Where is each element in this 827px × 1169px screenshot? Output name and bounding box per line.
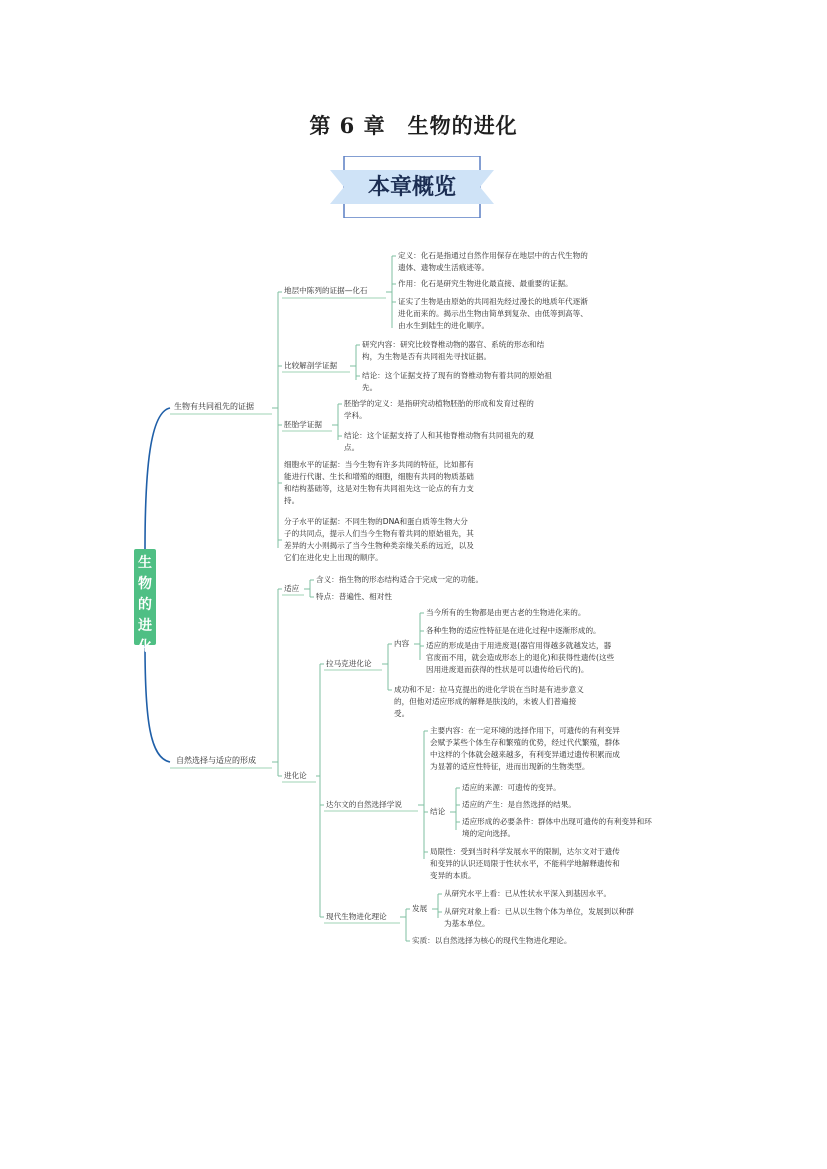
- darwin-condition: 适应形成的必要条件：群体中出现可遗传的有利变异和环 境的定向选择。: [462, 817, 652, 838]
- darwin-origin: 适应的产生：是自然选择的结果。: [462, 800, 576, 809]
- darwin-main: 主要内容：在一定环境的选择作用下，可遗传的有利变异 会赋予某些个体生存和繁殖的优势，经过代代繁殖，群体 中这样的个体就会越来越多，有利变异通过遗传积累而成 为显著的适应性特征，进而出现新的生物类型。: [430, 726, 620, 771]
- branch-natural-selection: 自然选择与适应的形成: [176, 756, 256, 765]
- node-adaptation: 适应: [284, 584, 300, 593]
- node-fossil: 地层中陈列的证据—化石: [284, 286, 368, 295]
- node-darwin: 达尔文的自然选择学说: [326, 800, 402, 809]
- darwin-limit: 局限性：受到当时科学发展水平的限制，达尔文对于遗传 和变异的认识还局限于性状水平，不能科学地解释遗传和 变异的本质。: [430, 847, 620, 880]
- cell-evidence: 细胞水平的证据：当今生物有许多共同的特征，比如都有 能进行代谢、生长和增殖的细胞，细胞有共同的物质基础 和结构基础等，这是对生物有共同祖先这一论点的有力支 持。: [284, 460, 474, 505]
- lamarck-content-label: 内容: [394, 639, 410, 648]
- adaptation-meaning: 含义：指生物的形态结构适合于完成一定的功能。: [316, 575, 484, 584]
- chapter-title: 第 6 章 生物的进化: [309, 113, 518, 138]
- fossil-role: 作用：化石是研究生物进化最直接、最重要的证据。: [398, 279, 573, 288]
- node-embryology: 胚胎学证据: [284, 420, 322, 429]
- molecular-evidence: 分子水平的证据：不同生物的DNA和蛋白质等生物大分 子的共同点，提示人们当今生物有着共同的原始祖先，其 差异的大小则揭示了当今生物种类亲缘关系的远近，以及 它们在进化史上出现的顺序。: [284, 517, 474, 562]
- modern-dev-1: 从研究水平上看：已从性状水平深入到基因水平。: [444, 889, 612, 898]
- lamarck-content-2: 各种生物的适应性特征是在进化过程中逐渐形成的。: [426, 626, 601, 635]
- node-anatomy: 比较解剖学证据: [284, 361, 338, 370]
- embryology-definition: 胚胎学的定义：是指研究动植物胚胎的形成和发育过程的 学科。: [344, 399, 534, 420]
- lamarck-content-1: 当今所有的生物都是由更古老的生物进化来的。: [426, 608, 586, 617]
- node-evolution-theory: 进化论: [284, 771, 307, 780]
- branch-common-ancestor: 生物有共同祖先的证据: [174, 402, 254, 411]
- fossil-proof: 证实了生物是由原始的共同祖先经过漫长的地质年代逐渐 进化而来的。揭示出生物由简单到复杂、由低等到高等、 由水生到陆生的进化顺序。: [398, 297, 588, 330]
- node-modern-theory: 现代生物进化理论: [326, 912, 387, 921]
- root-label: 生 物 的 进 化: [138, 555, 152, 655]
- modern-essence: 实质：以自然选择为核心的现代生物进化理论。: [412, 936, 572, 945]
- node-lamarck: 拉马克进化论: [326, 659, 372, 668]
- darwin-source: 适应的来源：可遗传的变异。: [462, 783, 561, 792]
- modern-dev-label: 发展: [412, 904, 428, 913]
- anatomy-content: 研究内容：研究比较脊椎动物的器官、系统的形态和结 构，为生物是否有共同祖先寻找证据。: [362, 340, 545, 361]
- embryology-conclusion: 结论：这个证据支持了人和其他脊椎动物有共同祖先的观 点。: [344, 431, 534, 452]
- overview-banner-label: 本章概览: [367, 175, 456, 200]
- modern-dev-2: 从研究对象上看：已从以生物个体为单位，发展到以种群 为基本单位。: [444, 907, 634, 928]
- anatomy-conclusion: 结论：这个证据支持了现有的脊椎动物有着共同的原始祖 先。: [362, 371, 552, 392]
- adaptation-feature: 特点：普遍性、相对性: [316, 592, 392, 601]
- lamarck-merit: 成功和不足：拉马克提出的进化学说在当时是有进步意义 的，但他对适应形成的解释是肤浅的，未被人们普遍接 受。: [394, 685, 584, 718]
- fossil-definition: 定义：化石是指通过自然作用保存在地层中的古代生物的 遗体、遗物或生活痕迹等。: [398, 251, 588, 272]
- lamarck-content-3: 适应的形成是由于用进废退(器官用得越多就越发达，器 官废而不用，就会造成形态上的退化)和获得性遗传(这些 因用进废退而获得的性状是可以遗传给后代的)。: [426, 641, 615, 674]
- darwin-conclusion-label: 结论: [430, 807, 446, 816]
